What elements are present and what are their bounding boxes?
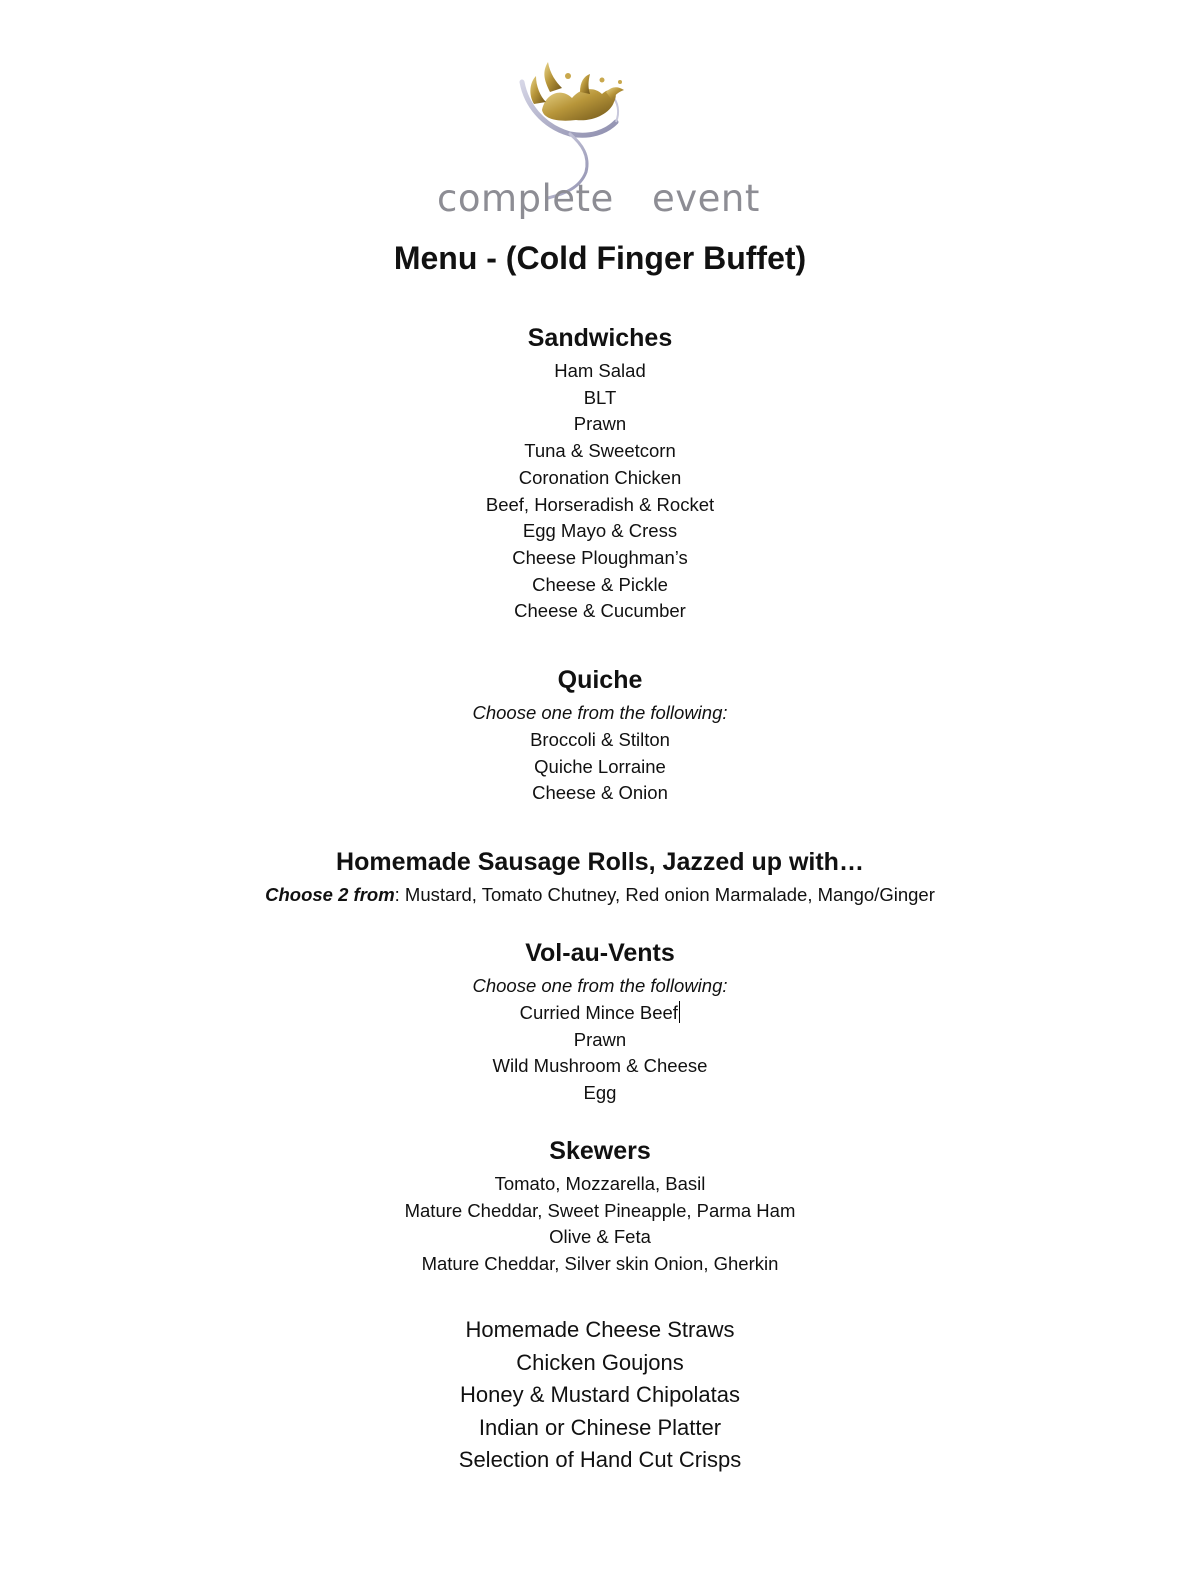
list-item: Selection of Hand Cut Crisps: [458, 1447, 742, 1472]
list-item: Tuna & Sweetcorn: [524, 440, 676, 462]
sandwiches-heading: Sandwiches: [527, 324, 673, 352]
list-item: Wild Mushroom & Cheese: [492, 1055, 708, 1077]
list-item: Ham Salad: [554, 360, 646, 381]
list-item: Mature Cheddar, Silver skin Onion, Gherkin: [421, 1253, 779, 1275]
vol-au-vents-note: Choose one from the following:: [472, 975, 728, 996]
quiche-list: [0, 727, 1200, 807]
list-item: Egg Mayo & Cress: [522, 520, 678, 542]
list-item: Honey & Mustard Chipolatas: [459, 1382, 741, 1407]
list-item: Prawn: [573, 413, 627, 435]
list-item: Cheese & Onion: [532, 782, 668, 804]
logo-word-complete: complete: [437, 177, 614, 220]
quiche-note: Choose one from the following:: [472, 702, 728, 723]
list-item-text: Curried Mince Beef: [519, 1002, 678, 1023]
list-item: BLT: [583, 386, 617, 408]
sausage-rolls-options: [0, 882, 1200, 909]
extras-list: [0, 1314, 1200, 1477]
sausage-rolls-heading: Homemade Sausage Rolls, Jazzed up with…: [336, 848, 864, 876]
list-item: Olive & Feta: [549, 1226, 651, 1248]
list-item: Coronation Chicken: [518, 466, 682, 488]
list-item: Indian or Chinese Platter: [478, 1414, 722, 1440]
list-item: Homemade Cheese Straws: [465, 1317, 735, 1342]
page-title: Menu - (Cold Finger Buffet): [393, 240, 807, 276]
text-cursor: [679, 1001, 681, 1023]
list-item: Chicken Goujons: [516, 1349, 684, 1375]
list-item: Mature Cheddar, Sweet Pineapple, Parma Ham: [404, 1199, 796, 1221]
company-logo: [430, 52, 770, 220]
list-item: Cheese Ploughman’s: [512, 546, 688, 568]
skewers-heading: Skewers: [549, 1137, 651, 1165]
list-item: Cheese & Pickle: [532, 573, 668, 595]
sausage-rolls-lead: Choose 2 from: [265, 884, 395, 905]
list-item: Beef, Horseradish & Rocket: [485, 493, 715, 515]
vol-au-vents-heading: Vol-au-Vents: [525, 939, 675, 967]
list-item: Broccoli & Stilton: [530, 729, 670, 750]
logo-word-event: event: [652, 177, 760, 220]
sausage-rolls-choices: : Mustard, Tomato Chutney, Red onion Marmalade, Mango/Ginger: [394, 884, 935, 905]
quiche-heading: Quiche: [557, 666, 643, 694]
list-item: Tomato, Mozzarella, Basil: [494, 1173, 706, 1194]
vol-au-vents-list: [0, 1000, 1200, 1107]
skewers-list: [0, 1171, 1200, 1278]
list-item: [0, 1000, 1200, 1027]
list-item: Cheese & Cucumber: [514, 600, 686, 622]
list-item: Egg: [583, 1082, 617, 1104]
sandwiches-list: [0, 358, 1200, 625]
list-item: Quiche Lorraine: [534, 755, 666, 777]
list-item: Prawn: [573, 1028, 627, 1050]
